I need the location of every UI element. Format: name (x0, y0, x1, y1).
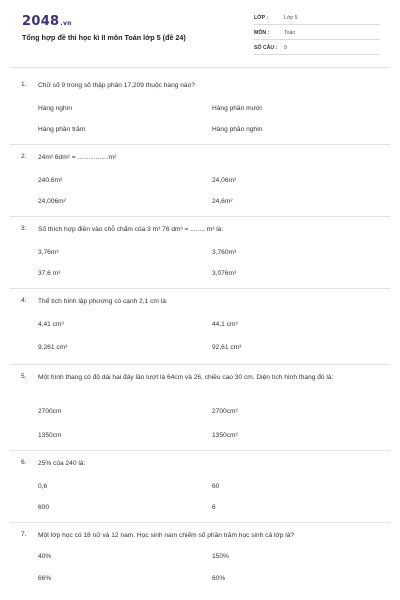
option-d[interactable]: 1350cm² (212, 432, 238, 439)
page-header (0, 0, 400, 66)
meta-key: LỚP : (254, 15, 269, 21)
document-title: Tổng hợp đề thi học kì II môn Toán lớp 5 (đề 24) (22, 33, 186, 42)
logo-text: 2048 (22, 14, 60, 29)
divider (10, 522, 390, 523)
question-text: Thể tích hình lập phương có cạnh 2,1 cm là: (38, 298, 168, 305)
question-number: 7. (21, 531, 27, 538)
question-number: 4. (21, 297, 27, 304)
question-number: 6. (21, 459, 27, 466)
question-text: Số thích hợp điền vào chỗ chấm của 3 m³ 76 dm³ = ........ m³ là: (38, 226, 224, 233)
question-number: 3. (21, 225, 27, 232)
option-a[interactable]: Hàng nghìn (38, 105, 73, 112)
option-c[interactable]: 9,261 cm³ (38, 344, 68, 351)
logo-suffix: .vn (60, 20, 72, 27)
divider (10, 364, 390, 365)
option-c[interactable]: 600 (38, 504, 50, 511)
question-number: 5. (21, 373, 27, 380)
question-text: Một lớp học có 18 nữ và 12 nam. Học sinh nam chiếm số phần trăm học sinh cả lớp là? (38, 532, 295, 539)
site-logo[interactable] (22, 14, 72, 29)
option-b[interactable]: Hàng phần mười (212, 105, 262, 112)
option-a[interactable]: 240,6m² (38, 177, 63, 184)
option-c[interactable]: Hàng phần trăm (38, 126, 86, 133)
option-d[interactable]: 24,6m² (212, 198, 233, 205)
meta-row-class (254, 13, 380, 25)
meta-value: Toán (284, 30, 296, 36)
option-a[interactable]: 4,41 cm³ (38, 321, 64, 328)
option-b[interactable]: 2700cm² (212, 408, 238, 415)
option-d[interactable]: 6 (212, 504, 216, 511)
option-b[interactable]: 3,760m³ (212, 249, 237, 256)
option-c[interactable]: 37,6 m³ (38, 270, 61, 277)
divider (10, 67, 390, 68)
question-text: Một hình thang có độ dài hai đáy lần lượt là 64cm và 26, chiều cao 30 cm. Diện tích hình thang đó là: (38, 374, 334, 381)
option-a[interactable]: 3,76m³ (38, 249, 59, 256)
option-d[interactable]: 60% (212, 575, 226, 582)
option-d[interactable]: Hàng phần nghìn (212, 126, 263, 133)
option-c[interactable]: 24,006m² (38, 198, 66, 205)
option-c[interactable]: 66% (38, 575, 52, 582)
option-c[interactable]: 1350cm (38, 432, 62, 439)
option-a[interactable]: 2700cm (38, 408, 62, 415)
meta-value: 9 (284, 45, 287, 51)
option-d[interactable]: 92,61 cm³ (212, 344, 242, 351)
divider (10, 288, 390, 289)
option-b[interactable]: 150% (212, 553, 229, 560)
meta-row-count (254, 43, 380, 55)
question-text: Chữ số 9 trong số thập phân 17,209 thuộc hàng nào? (38, 82, 195, 89)
divider (10, 450, 390, 451)
option-a[interactable]: 0,6 (38, 483, 48, 490)
divider (10, 216, 390, 217)
meta-row-subject (254, 28, 380, 40)
question-number: 2. (21, 153, 27, 160)
option-b[interactable]: 44,1 cm³ (212, 321, 238, 328)
meta-value: Lớp 5 (284, 15, 298, 21)
question-number: 1. (21, 81, 27, 88)
option-d[interactable]: 3,076m³ (212, 270, 237, 277)
meta-key: SỐ CÂU : (254, 45, 278, 51)
option-a[interactable]: 40% (38, 553, 52, 560)
question-text: 25% của 240 là: (38, 460, 86, 467)
option-b[interactable]: 60 (212, 483, 220, 490)
question-text: 24m² 6dm² = .................m² (38, 154, 117, 161)
meta-key: MÔN : (254, 30, 270, 36)
option-b[interactable]: 24,06m² (212, 177, 237, 184)
divider (10, 144, 390, 145)
